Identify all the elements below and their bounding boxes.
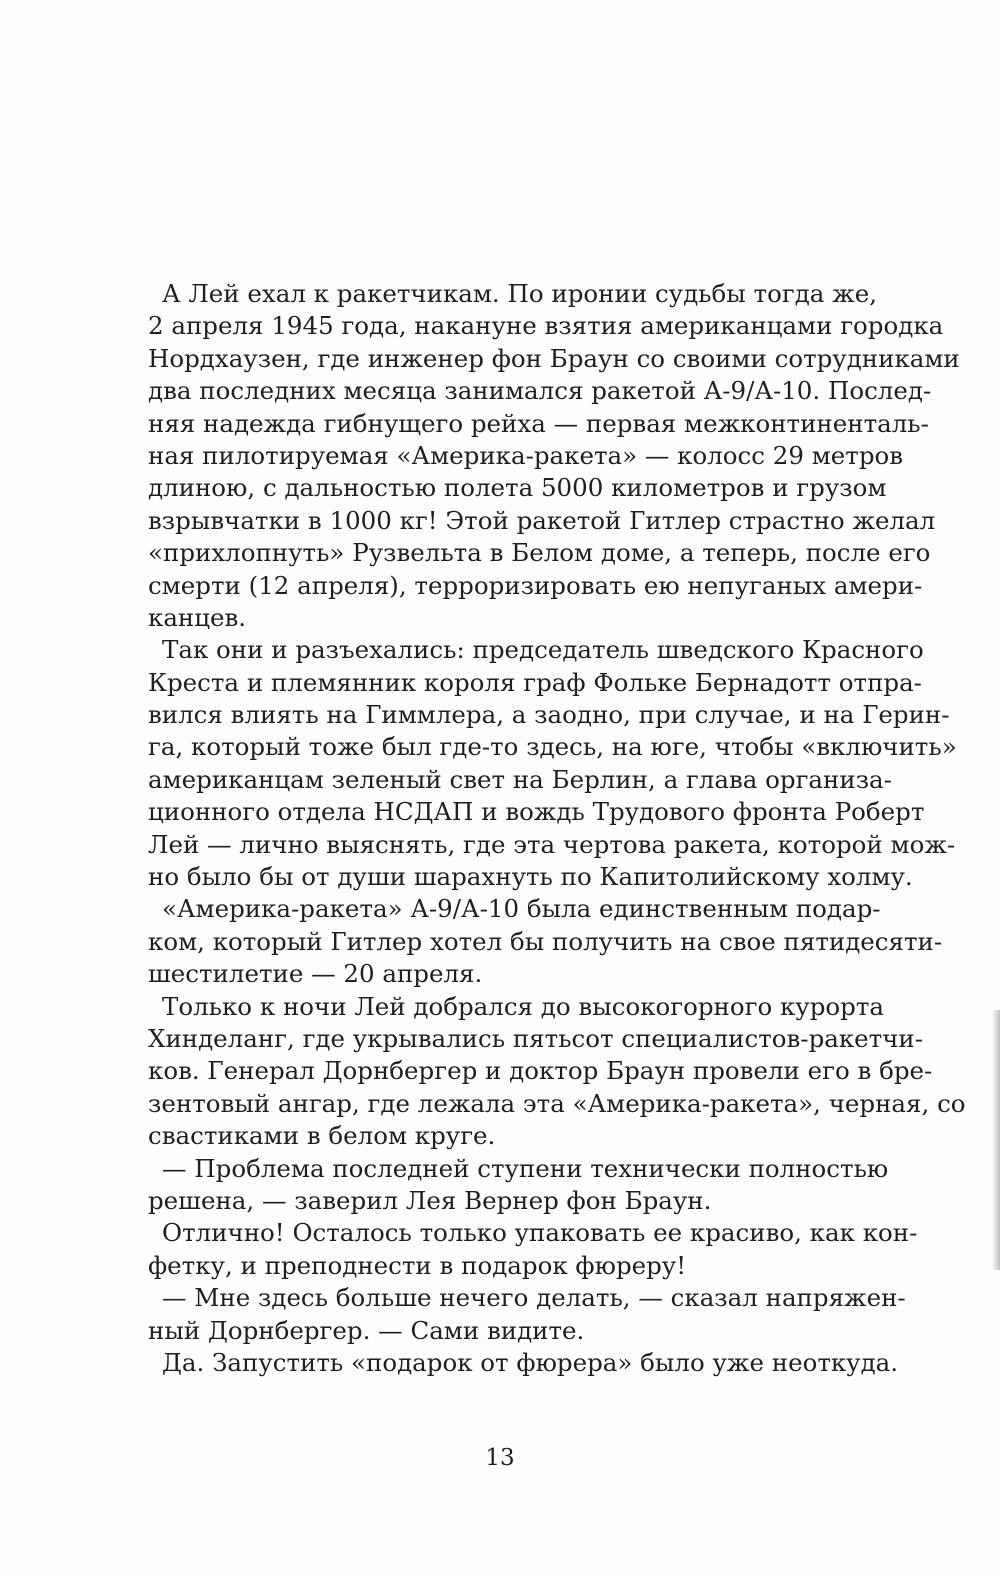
- text-line: ков. Генерал Дорнбергер и доктор Браун провели его в бре-: [148, 1056, 933, 1086]
- text-line: канцев.: [148, 602, 247, 632]
- page-edge-shadow: [992, 1010, 1000, 1270]
- paragraph-first-line: Так они и разъехались: председатель шведского Красного: [162, 635, 924, 665]
- text-line: взрывчатки в 1000 кг! Этой ракетой Гитлер страстно желал: [148, 505, 936, 535]
- text-line: зентовый ангар, где лежала эта «Америка-ракета», черная, со: [148, 1088, 966, 1118]
- text-line: ная пилотируемая «Америка-ракета» — колосс 29 метров: [148, 440, 904, 470]
- text-line: ный Дорнбергер. — Сами видите.: [148, 1315, 585, 1345]
- text-line: американцам зеленый свет на Берлин, а глава организа-: [148, 764, 892, 794]
- text-line: Нордхаузен, где инженер фон Браун со своими сотрудниками: [148, 343, 960, 373]
- paragraph-first-line: Да. Запустить «подарок от фюрера» было уже неоткуда.: [162, 1347, 899, 1377]
- text-line: няя надежда гибнущего рейха — первая межконтиненталь-: [148, 408, 929, 438]
- text-line: длиною, с дальностью полета 5000 километров и грузом: [148, 473, 887, 503]
- text-line: вился влиять на Гиммлера, а заодно, при случае, и на Герин-: [148, 700, 950, 730]
- text-line: свастиками в белом круге.: [148, 1121, 496, 1151]
- page-number: 13: [485, 1445, 515, 1471]
- paragraph-first-line: — Мне здесь больше нечего делать, — сказал напряжен-: [162, 1283, 906, 1313]
- text-line: га, который тоже был где-то здесь, на юге, чтобы «включить»: [148, 732, 957, 762]
- paragraph-first-line: Отлично! Осталось только упаковать ее красиво, как кон-: [162, 1218, 918, 1248]
- text-line: Хинделанг, где укрывались пятьсот специалистов-ракетчи-: [148, 1023, 924, 1053]
- paragraph-first-line: А Лей ехал к ракетчикам. По иронии судьбы тогда же,: [162, 279, 877, 308]
- text-line: два последних месяца занимался ракетой А-9/А-10. Послед-: [148, 376, 932, 406]
- text-line: «прихлопнуть» Рузвельта в Белом доме, а теперь, после его: [148, 538, 931, 568]
- text-line: 2 апреля 1945 года, накануне взятия американцами городка: [148, 311, 944, 341]
- paragraph-first-line: — Проблема последней ступени технически полностью: [162, 1153, 889, 1183]
- text-line: Лей — лично выяснять, где эта чертова ракета, которой мож-: [148, 829, 956, 859]
- text-line: но было бы от души шарахнуть по Капитолийскому холму.: [148, 862, 913, 892]
- body-text: [148, 278, 966, 1379]
- text-line: смерти (12 апреля), терроризировать ею непуганых амери-: [148, 570, 923, 600]
- text-line: ком, который Гитлер хотел бы получить на свое пятидесяти-: [148, 926, 943, 956]
- paragraph-first-line: Только к ночи Лей добрался до высокогорного курорта: [162, 991, 884, 1021]
- text-line: шестилетие — 20 апреля.: [148, 959, 483, 989]
- text-line: фетку, и преподнести в подарок фюреру!: [148, 1250, 687, 1280]
- text-line: Креста и племянник короля граф Фольке Бернадотт отпра-: [148, 667, 922, 697]
- paragraph-first-line: «Америка-ракета» А-9/А-10 была единственным подар-: [162, 894, 881, 924]
- text-line: ционного отдела НСДАП и вождь Трудового фронта Роберт: [148, 797, 925, 827]
- text-line: решена, — заверил Лея Вернер фон Браун.: [148, 1185, 712, 1215]
